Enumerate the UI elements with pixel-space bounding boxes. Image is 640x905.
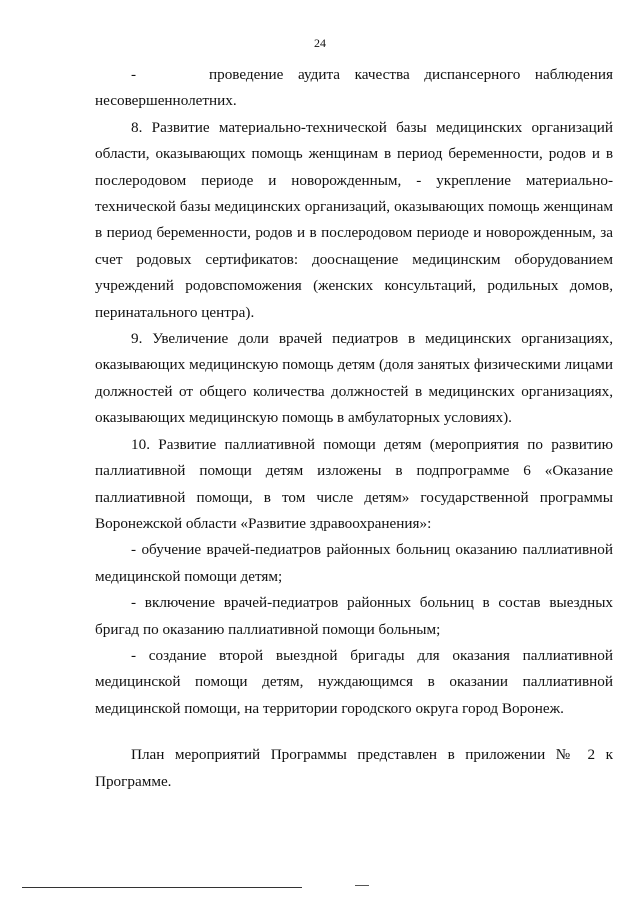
paragraph-item-8: 8. Развитие материально-технической базы медицинских организаций области, оказывающих помощь женщинам в период беременности, родов и в послеродовом периоде и новорожденным, - укрепление материально-технической базы медицинских организаций, оказывающих помощь женщинам в период беременности, родов и в послеродовом периоде и новорожденным, за счет родовых сертификатов: дооснащение медицинским оборудованием учреждений родовспоможения (женских консультаций, родильных домов, перинатального центра). [95, 118, 613, 321]
bullet-training: - обучение врачей-педиатров районных больниц оказанию паллиативной медицинской помощи детям; [95, 541, 613, 585]
document-body [95, 62, 613, 795]
bullet-inclusion: - включение врачей-педиатров районных больниц в состав выездных бригад по оказанию паллиативной помощи больным; [95, 594, 613, 638]
footer-rule [22, 887, 302, 888]
paragraph-item-10: 10. Развитие паллиативной помощи детям (мероприятия по развитию паллиативной помощи детям изложены в подпрограмме 6 «Оказание паллиативной помощи, в том числе детям» государственной программы Воронежской области «Развитие здравоохранения»: [95, 435, 613, 532]
paragraph-audit-item: - проведение аудита качества диспансерного наблюдения несовершеннолетних. [95, 66, 613, 110]
bullet-second-team: - создание второй выездной бригады для оказания паллиативной медицинской помощи детям, нуждающимся в оказании паллиативной медицинской помощи, на территории городского округа город Воронеж. [95, 646, 613, 717]
paragraph-item-9: 9. Увеличение доли врачей педиатров в медицинских организациях, оказывающих медицинскую помощь детям (доля занятых физическими лицами должностей от общего количества должностей в медицинских организациях, оказывающих медицинскую помощь в амбулаторных условиях). [95, 330, 613, 427]
page-number: 24 [314, 36, 326, 50]
footer-mark [355, 885, 369, 886]
paragraph-plan-reference: План мероприятий Программы представлен в приложении № 2 к Программе. [95, 746, 613, 790]
